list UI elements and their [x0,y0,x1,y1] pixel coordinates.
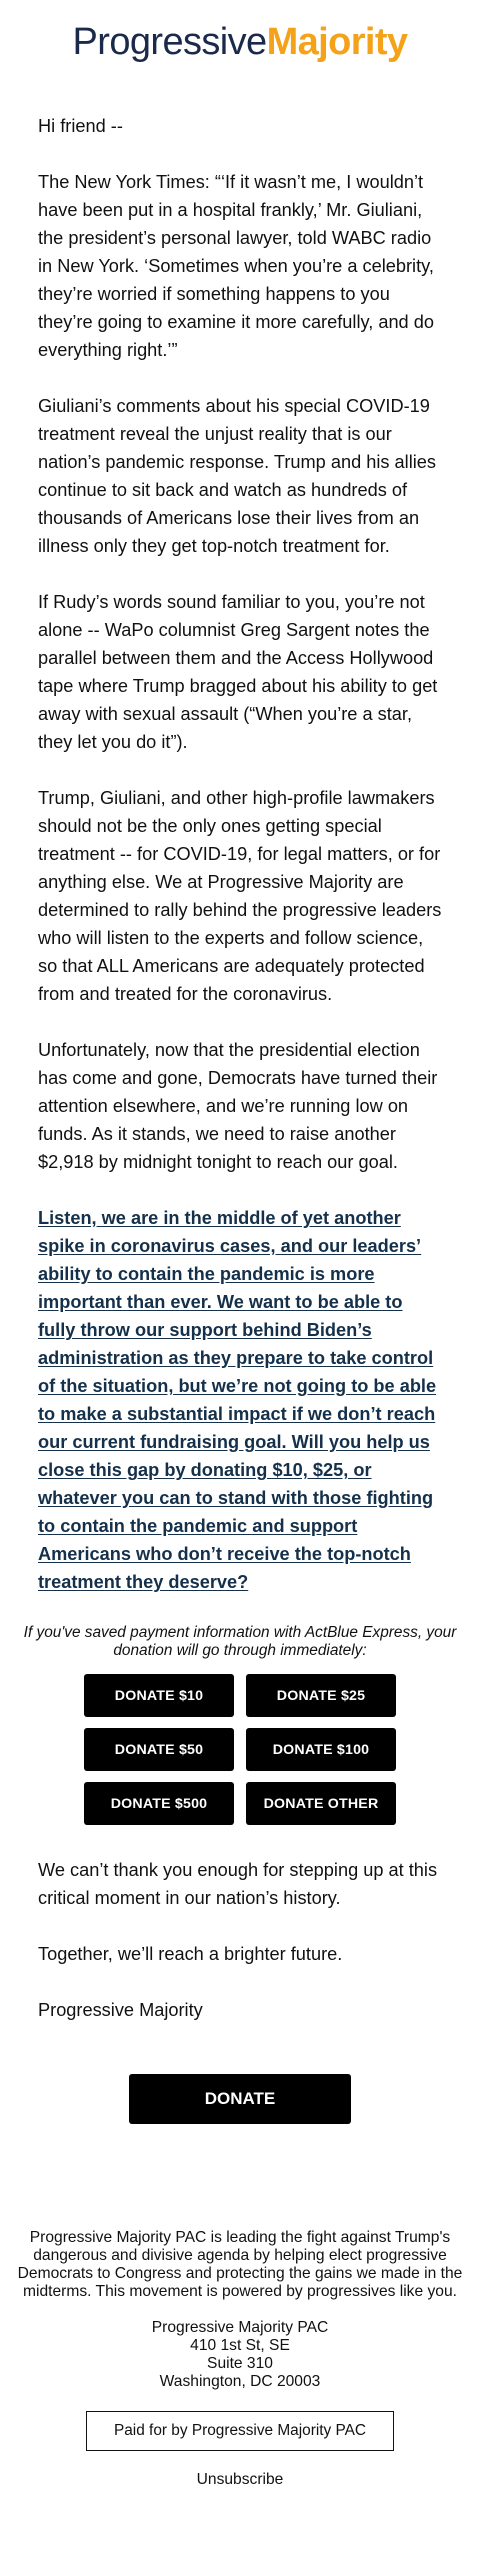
actblue-express-note: If you've saved payment information with ActBlue Express, your donation will go through immediately: [23,1624,457,1659]
donation-appeal-paragraph [38,1204,442,1596]
donate-button-grid [84,1674,396,1825]
donate-other-button[interactable]: DONATE OTHER [246,1782,396,1825]
closing-paragraph: Together, we’ll reach a brighter future. [38,1944,343,1964]
body-paragraph: If Rudy’s words sound familiar to you, you’re not alone -- WaPo columnist Greg Sargent notes the parallel between them and the Access Hollywood tape where Trump bragged about his ability to get away with sexual assault (“When you’re a star, they let you do it”). [38,592,438,752]
address-line: Washington, DC 20003 [159,2373,321,2390]
email-body [0,112,480,1596]
main-donate-button[interactable]: DONATE [129,2074,351,2124]
address-line: Suite 310 [207,2355,273,2372]
main-donate-wrap [0,2074,480,2124]
body-paragraph: Giuliani’s comments about his special COVID-19 treatment reveal the unjust reality that is our nation’s pandemic response. Trump and his allies continue to sit back and watch as hundreds of thousands of Americans lose their lives from an illness only they get top-notch treatment for. [38,396,436,556]
donate-10-button[interactable]: DONATE $10 [84,1674,234,1717]
donate-25-button[interactable]: DONATE $25 [246,1674,396,1717]
logo-text-majority: Majority [266,21,408,63]
closing-section [0,1856,480,2024]
signature: Progressive Majority [38,2000,203,2020]
donation-appeal-link[interactable]: Listen, we are in the middle of yet another spike in coronavirus cases, and our leaders’ ability to contain the pandemic is more important than ever. We want to be able to fully throw our support behind Biden’s administration as they prepare to take control of the situation, but we’re not going to be able to make a substantial impact if we don’t reach our current fundraising goal. Will you help us close this gap by donating $10, $25, or whatever you can to stand with those fighting to contain the pandemic and support Americans who don’t receive the top-notch treatment they deserve? [38,1208,437,1592]
body-paragraph: Trump, Giuliani, and other high-profile lawmakers should not be the only ones getting special treatment -- for COVID-19, for legal matters, or for anything else. We at Progressive Majority are determined to rally behind the progressive leaders who will listen to the experts and follow science, so that ALL Americans are adequately protected from and treated for the coronavirus. [38,788,442,1004]
paid-for-wrap [14,2411,466,2451]
footer-about: Progressive Majority PAC is leading the fight against Trump's dangerous and divisive agenda by helping elect progressive Democrats to Congress and protecting the gains we made in the midterms. This movement is powered by progressives like you. [17,2229,463,2300]
logo-text-progressive: Progressive [72,21,267,63]
donate-50-button[interactable]: DONATE $50 [84,1728,234,1771]
donate-100-button[interactable]: DONATE $100 [246,1728,396,1771]
address-line: Progressive Majority PAC [151,2319,329,2336]
footer [0,2229,480,2489]
footer-address [14,2319,466,2391]
donate-500-button[interactable]: DONATE $500 [84,1782,234,1825]
body-paragraph: Unfortunately, now that the presidential election has come and gone, Democrats have turned their attention elsewhere, and we’re running low on funds. As it stands, we need to raise another $2,918 by midnight tonight to reach our goal. [38,1040,438,1172]
greeting: Hi friend -- [38,116,123,136]
header [0,0,480,82]
body-paragraph: The New York Times: “‘If it wasn’t me, I wouldn’t have been put in a hospital frankly,’ Mr. Giuliani, the president’s personal lawyer, told WABC radio in New York. ‘Sometimes when you’re a celebrity, they’re worried if something happens to you they’re going to examine it more carefully, and do everything right.’” [38,172,434,360]
paid-for-box: Paid for by Progressive Majority PAC [86,2411,394,2451]
address-line: 410 1st St, SE [190,2337,290,2354]
closing-paragraph: We can’t thank you enough for stepping up at this critical moment in our nation’s history. [38,1860,438,1908]
unsubscribe-link[interactable]: Unsubscribe [196,2471,284,2488]
progressive-majority-logo [73,23,408,61]
